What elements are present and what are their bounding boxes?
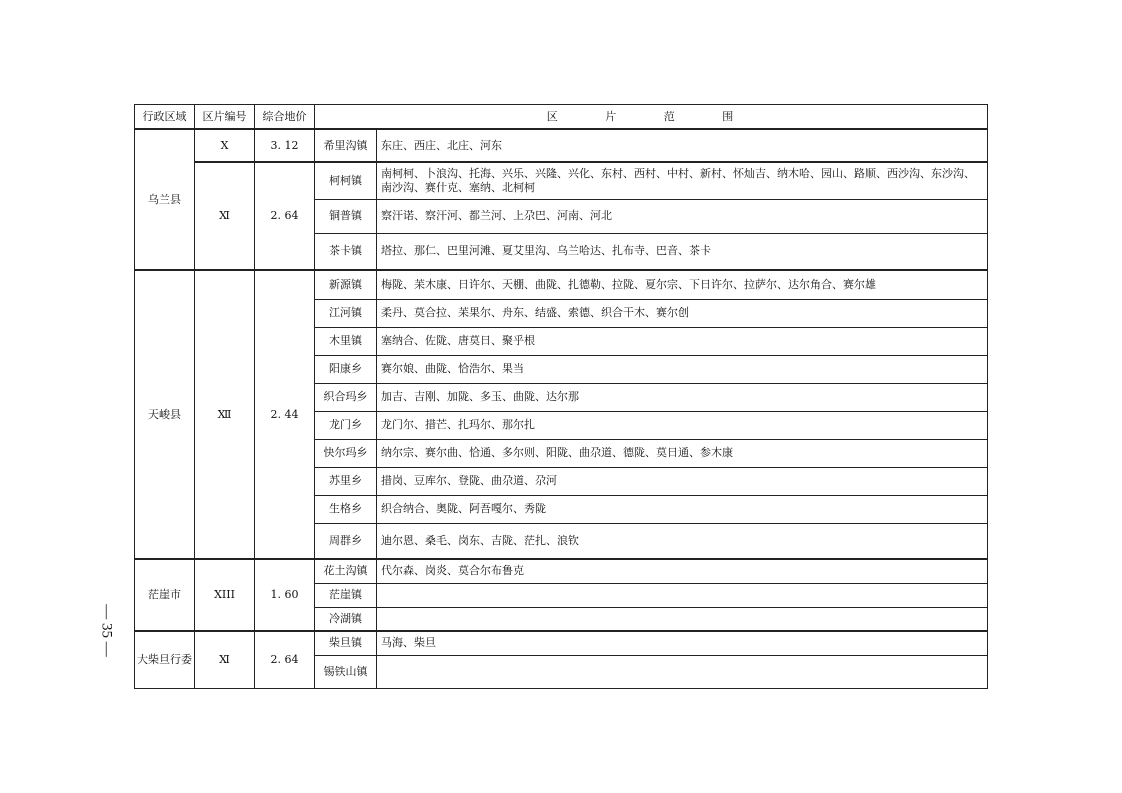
range-cell: 织合纳合、奥陇、阿吾嘎尔、秀陇 [377,495,988,523]
range-cell: 龙门尔、措芒、扎玛尔、那尔扎 [377,411,988,439]
range-cell: 代尔森、岗炎、莫合尔布鲁克 [377,559,988,583]
range-cell: 塞纳合、佐陇、唐莫日、聚乎根 [377,327,988,355]
town-cell: 苏里乡 [315,467,377,495]
land-price-table [134,104,988,689]
town-cell: 织合玛乡 [315,383,377,411]
range-cell: 加吉、吉刚、加陇、多玉、曲陇、达尔那 [377,383,988,411]
header-range: 区 片 范 围 [315,105,988,130]
table-header-row [135,105,988,130]
town-cell: 锡铁山镇 [315,655,377,688]
range-cell: 赛尔娘、曲陇、恰浩尔、果当 [377,355,988,383]
range-cell: 梅陇、苿木康、日许尔、天棚、曲陇、扎德勒、拉陇、夏尔宗、下日许尔、拉萨尔、达尔角合、赛尔雄 [377,270,988,299]
range-cell: 迪尔恩、桑毛、岗东、吉陇、茫扎、浪钦 [377,523,988,559]
header-code: 区片编号 [195,105,255,130]
town-cell: 柴旦镇 [315,631,377,655]
town-cell: 花土沟镇 [315,559,377,583]
town-cell: 茶卡镇 [315,233,377,270]
range-cell [377,655,988,688]
header-price: 综合地价 [255,105,315,130]
range-cell: 纳尔宗、赛尔曲、恰通、多尔则、阳陇、曲尕道、德陇、莫日通、参木康 [377,439,988,467]
code-cell: Ⅻ [195,270,255,559]
code-cell: Ⅺ [195,162,255,270]
region-cell: 茫崖市 [135,559,195,631]
range-cell: 塔拉、那仁、巴里河滩、夏艾里沟、乌兰哈达、扎布寺、巴音、茶卡 [377,233,988,270]
town-cell: 阳康乡 [315,355,377,383]
town-cell: 希里沟镇 [315,129,377,162]
town-cell: 快尔玛乡 [315,439,377,467]
town-cell: 铜普镇 [315,199,377,233]
town-cell: 柯柯镇 [315,162,377,199]
code-cell: XIII [195,559,255,631]
town-cell: 江河镇 [315,299,377,327]
range-cell: 柔丹、莫合拉、苿果尔、舟东、结盛、索德、织合干木、赛尔创 [377,299,988,327]
range-cell: 东庄、西庄、北庄、河东 [377,129,988,162]
town-cell: 木里镇 [315,327,377,355]
town-cell: 生格乡 [315,495,377,523]
region-cell: 乌兰县 [135,129,195,270]
code-cell: Ⅹ [195,129,255,162]
town-cell: 茫崖镇 [315,583,377,607]
table-row [135,129,988,162]
code-cell: Ⅺ [195,631,255,688]
price-cell: 2. 64 [255,162,315,270]
price-cell: 3. 12 [255,129,315,162]
town-cell: 周群乡 [315,523,377,559]
price-cell: 1. 60 [255,559,315,631]
table-row [135,559,988,583]
table-row [135,162,988,199]
range-cell: 马海、柴旦 [377,631,988,655]
page-number-text: — 35 — [98,604,115,657]
town-cell: 新源镇 [315,270,377,299]
range-cell [377,607,988,631]
range-cell: 措岗、豆库尔、登陇、曲尕道、尕河 [377,467,988,495]
range-cell [377,583,988,607]
table-row [135,631,988,655]
price-cell: 2. 64 [255,631,315,688]
region-cell: 天峻县 [135,270,195,559]
page-number [94,598,118,670]
table-row [135,270,988,299]
region-cell: 大柴旦行委 [135,631,195,688]
range-cell: 察汗诺、察汗河、都兰河、上尕巴、河南、河北 [377,199,988,233]
town-cell: 冷湖镇 [315,607,377,631]
header-region: 行政区域 [135,105,195,130]
range-cell: 南柯柯、卜浪沟、托海、兴乐、兴隆、兴化、东村、西村、中村、新村、怀灿吉、纳木哈、园山、路顺、西沙沟、东沙沟、南沙沟、赛什克、塞纳、北柯柯 [377,162,988,199]
price-cell: 2. 44 [255,270,315,559]
town-cell: 龙门乡 [315,411,377,439]
